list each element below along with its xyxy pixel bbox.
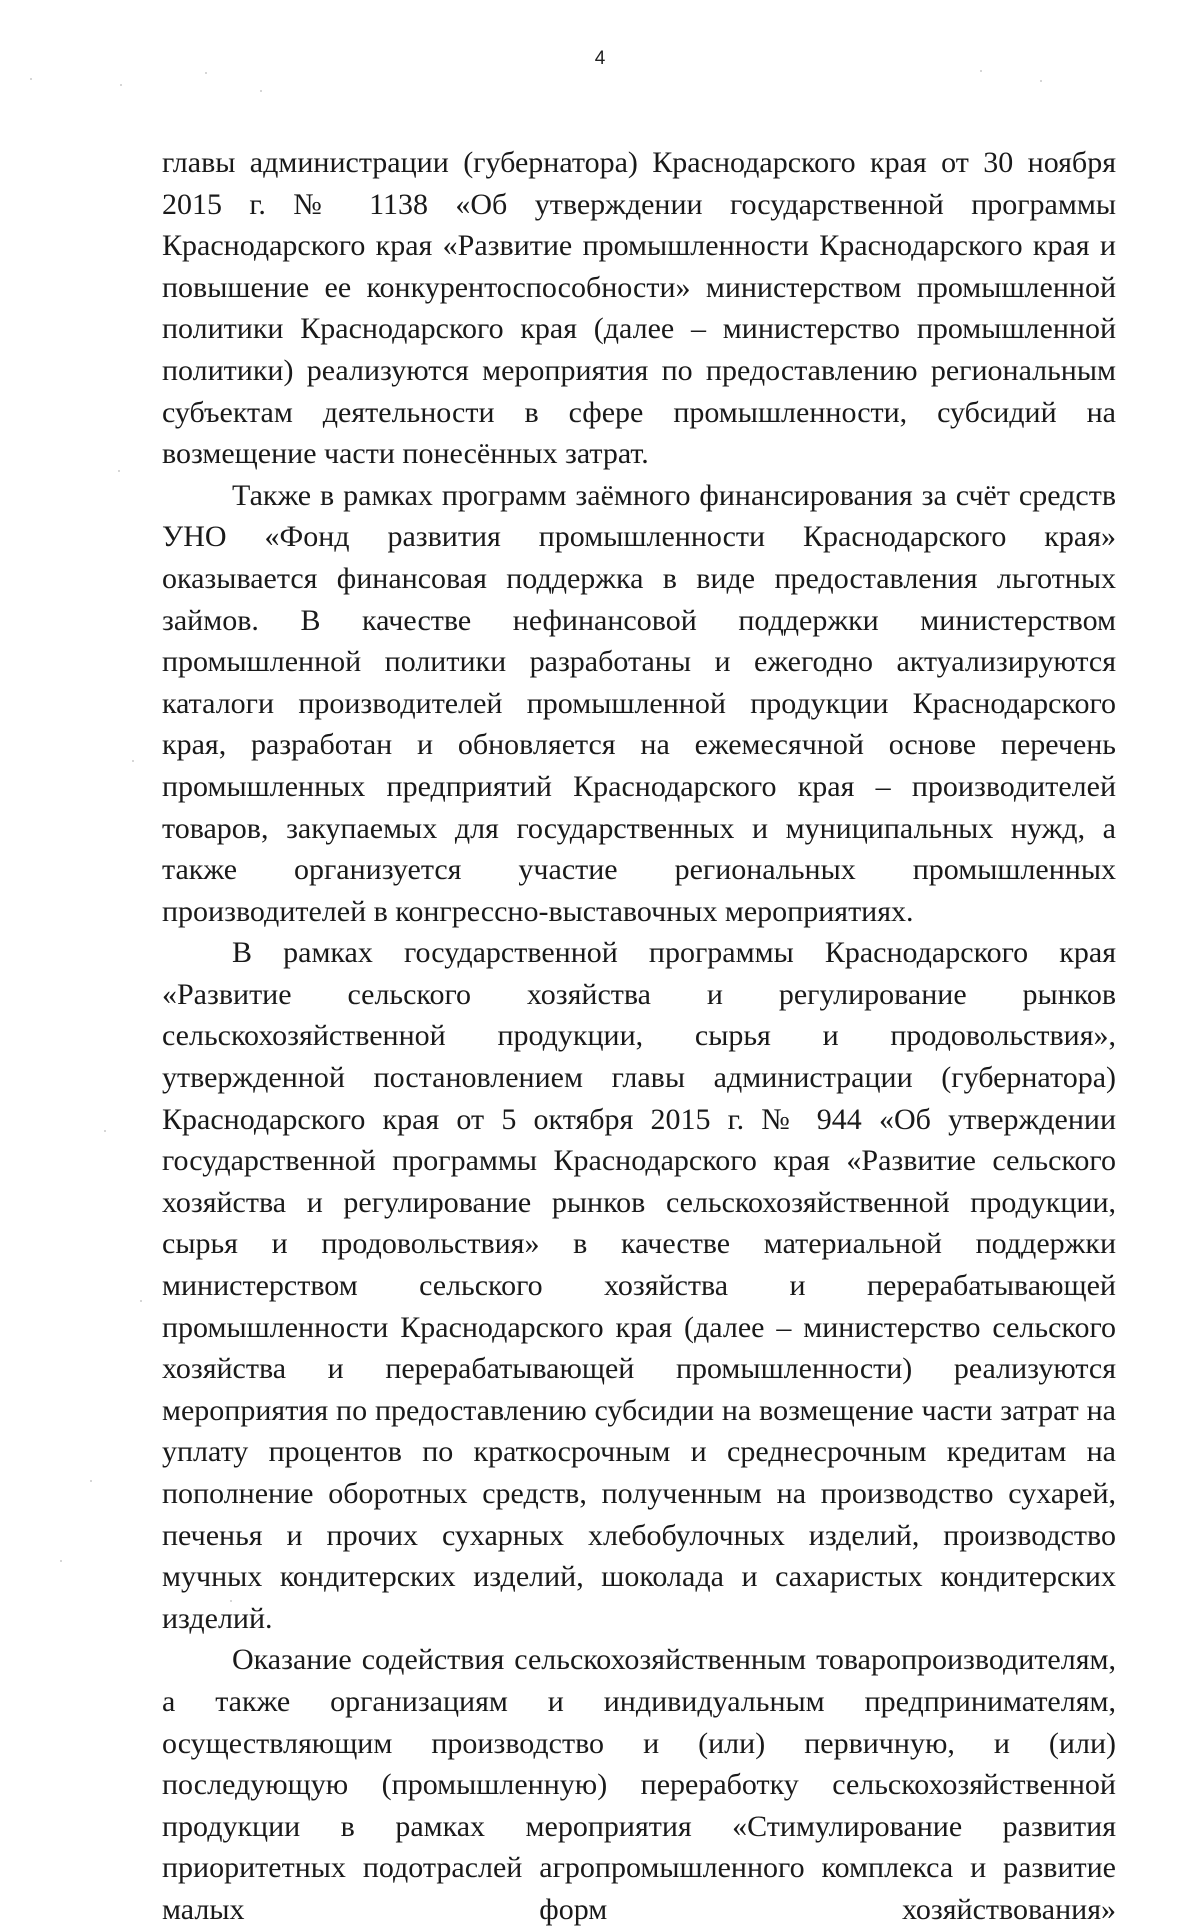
paragraph-loan-financing: Также в рамках программ заёмного финансирования за счёт средств УНО «Фонд развития промышленности Краснодарского края» оказывается финансовая поддержка в виде предоставления льготных займов. В качестве нефинансовой поддержки министерством промышленной политики разработаны и ежегодно актуализируются каталоги производителей промышленной продукции Краснодарского края, разработан и обновляется на ежемесячной основе перечень промышленных предприятий Краснодарского края – производителей товаров, закупаемых для государственных и муниципальных нужд, а также организуется участие региональных промышленных производителей в конгрессно-выставочных мероприятиях. <box>162 478 1116 928</box>
document-body <box>162 142 1116 1931</box>
paragraph-agriculture-program: В рамках государственной программы Краснодарского края «Развитие сельского хозяйства и регулирование рынков сельскохозяйственной продукции, сырья и продовольствия», утвержденной постановлением главы администрации (губернатора) Краснодарского края от 5 октября 2015 г. № 944 «Об утверждении государственной программы Краснодарского края «Развитие сельского хозяйства и регулирование рынков сельскохозяйственной продукции, сырья и продовольствия» в качестве материальной поддержки министерством сельского хозяйства и перерабатывающей промышленности Краснодарского края (далее – министерство сельского хозяйства и перерабатывающей промышленности) реализуются мероприятия по предоставлению субсидии на возмещение части затрат на уплату процентов по краткосрочным и среднесрочным кредитам на пополнение оборотных средств, полученным на производство сухарей, печенья и прочих сухарных хлебобулочных изделий, производство мучных кондитерских изделий, шоколада и сахаристых кондитерских изделий. <box>162 936 1116 1635</box>
page-number: 4 <box>594 48 606 69</box>
paragraph-continuation: главы администрации (губернатора) Краснодарского края от 30 ноября 2015 г. № 1138 «Об утверждении государственной программы Краснодарского края «Развитие промышленности Краснодарского края и повышение ее конкурентоспособности» министерством промышленной политики Краснодарского края (далее – министерство промышленной политики) реализуются мероприятия по предоставлению региональным субъектам деятельности в сфере промышленности, субсидий на возмещение части понесённых затрат. <box>162 146 1116 471</box>
paragraph-producer-support: Оказание содействия сельскохозяйственным товаропроизводителям, а также организациям и индивидуальным предпринимателям, осуществляющим производство и (или) первичную, и (или) последующую (промышленную) переработку сельскохозяйственной продукции в рамках мероприятия «Стимулирование развития приоритетных подотраслей агропромышленного комплекса и развитие малых форм хозяйствования» <box>162 1643 1116 1926</box>
